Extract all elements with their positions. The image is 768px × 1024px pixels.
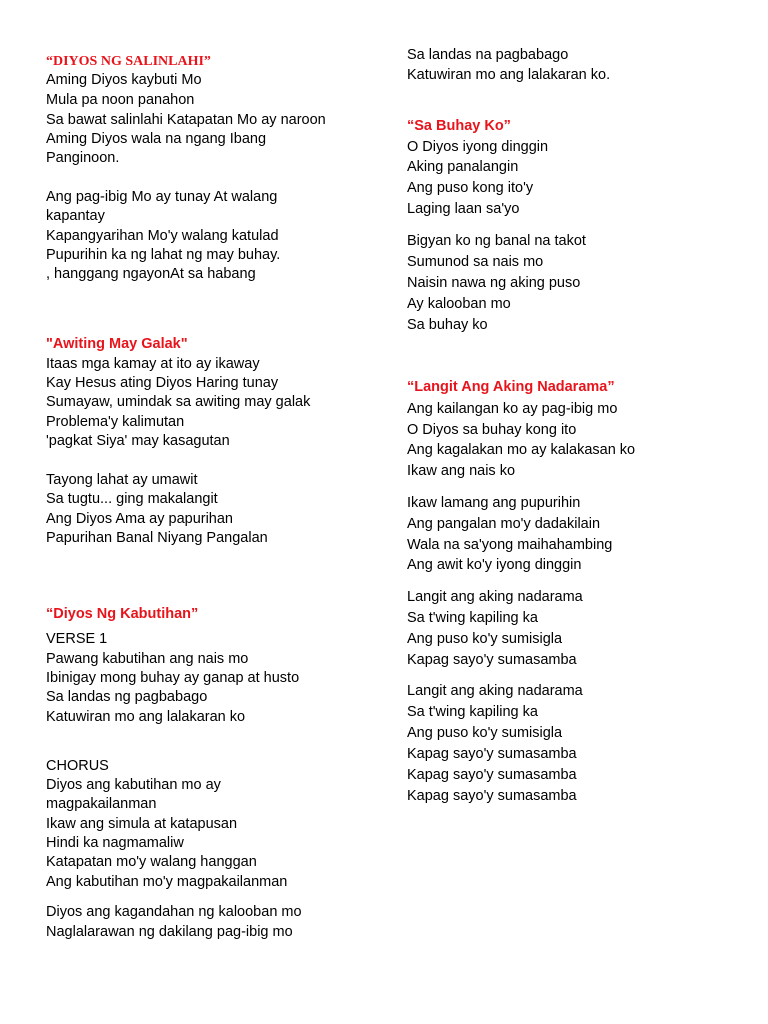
lyric-line: O Diyos sa buhay kong ito xyxy=(407,422,577,438)
lyric-line: 'pagkat Siya' may kasagutan xyxy=(46,433,230,449)
lyric-line: Ang Diyos Ama ay papurihan xyxy=(46,511,233,527)
lyric-line: Kapangyarihan Mo'y walang katulad xyxy=(46,228,279,244)
lyric-line: Hindi ka nagmamaliw xyxy=(46,835,184,851)
verse-label: VERSE 1 xyxy=(46,631,108,647)
lyric-line: Kay Hesus ating Diyos Haring tunay xyxy=(46,375,279,391)
lyric-line: Sa t'wing kapiling ka xyxy=(407,704,538,720)
lyric-line: Sumunod sa nais mo xyxy=(407,254,544,270)
song-title-langit-ang-aking-nadarama: “Langit Ang Aking Nadarama” xyxy=(407,379,615,395)
lyric-line: Itaas mga kamay at ito ay ikaway xyxy=(46,356,260,372)
lyric-line: , hanggang ngayonAt sa habang xyxy=(46,266,256,282)
lyric-line: Kapag sayo'y sumasamba xyxy=(407,788,577,804)
lyric-line: Ang kagalakan mo ay kalakasan ko xyxy=(407,442,636,458)
lyric-line: Ay kalooban mo xyxy=(407,296,511,312)
lyric-line: Katapatan mo'y walang hanggan xyxy=(46,854,257,870)
lyric-line: Diyos ang kagandahan ng kalooban mo xyxy=(46,904,302,920)
lyric-line: Sa bawat salinlahi Katapatan Mo ay naroon xyxy=(46,112,326,128)
lyric-line: Kapag sayo'y sumasamba xyxy=(407,767,577,783)
lyric-line: Naglalarawan ng dakilang pag-ibig mo xyxy=(46,924,293,940)
lyric-line: Ikaw ang simula at katapusan xyxy=(46,816,238,832)
lyric-line: Ang pangalan mo'y dadakilain xyxy=(407,516,601,532)
lyric-line: Naisin nawa ng aking puso xyxy=(407,275,581,291)
lyric-line: O Diyos iyong dinggin xyxy=(407,139,549,155)
lyric-line: Aming Diyos kaybuti Mo xyxy=(46,72,202,88)
lyric-line: Sa buhay ko xyxy=(407,317,488,333)
lyric-line: Katuwiran mo ang lalakaran ko. xyxy=(407,67,611,83)
lyric-line: Aming Diyos wala na ngang Ibang xyxy=(46,131,267,147)
lyric-line: Katuwiran mo ang lalakaran ko xyxy=(46,709,246,725)
lyric-line: Pawang kabutihan ang nais mo xyxy=(46,651,249,667)
lyric-line: Ikaw ang nais ko xyxy=(407,463,516,479)
lyric-line: Ang puso ko'y sumisigla xyxy=(407,725,563,741)
lyric-line: Sa landas na pagbabago xyxy=(407,47,569,63)
lyric-line: Mula pa noon panahon xyxy=(46,92,195,108)
lyric-line: Sa tugtu... ging makalangit xyxy=(46,491,218,507)
song-title-awiting-may-galak: "Awiting May Galak" xyxy=(46,336,188,352)
lyric-line: Bigyan ko ng banal na takot xyxy=(407,233,586,249)
lyric-line: Ikaw lamang ang pupurihin xyxy=(407,495,581,511)
lyric-line: Wala na sa'yong maihahambing xyxy=(407,537,613,553)
lyric-line: Tayong lahat ay umawit xyxy=(46,472,198,488)
song-title-diyos-ng-kabutihan: “Diyos Ng Kabutihan” xyxy=(46,606,199,622)
song-title-sa-buhay-ko: “Sa Buhay Ko” xyxy=(407,118,511,134)
lyric-line: kapantay xyxy=(46,208,105,224)
lyric-line: Ang awit ko'y iyong dinggin xyxy=(407,557,582,573)
song-title-diyos-ng-salinlahi: “DIYOS NG SALINLAHI” xyxy=(46,54,211,69)
lyric-line: Ang kabutihan mo'y magpakailanman xyxy=(46,874,288,890)
lyric-line: Langit ang aking nadarama xyxy=(407,683,583,699)
lyric-line: Sa t'wing kapiling ka xyxy=(407,610,538,626)
lyric-line: Ang kailangan ko ay pag-ibig mo xyxy=(407,401,618,417)
lyric-line: Laging laan sa'yo xyxy=(407,201,520,217)
lyric-line: Ang puso ko'y sumisigla xyxy=(407,631,563,647)
lyric-line: Ibinigay mong buhay ay ganap at husto xyxy=(46,670,300,686)
lyric-line: Kapag sayo'y sumasamba xyxy=(407,652,577,668)
lyric-line: magpakailanman xyxy=(46,796,157,812)
lyric-line: Panginoon. xyxy=(46,150,120,166)
lyric-line: Diyos ang kabutihan mo ay xyxy=(46,777,221,793)
lyric-line: Sumayaw, umindak sa awiting may galak xyxy=(46,394,311,410)
lyric-line: Langit ang aking nadarama xyxy=(407,589,583,605)
chorus-label: CHORUS xyxy=(46,758,109,774)
lyric-line: Aking panalangin xyxy=(407,159,519,175)
lyric-line: Sa landas ng pagbabago xyxy=(46,689,208,705)
lyric-line: Kapag sayo'y sumasamba xyxy=(407,746,577,762)
lyric-line: Problema'y kalimutan xyxy=(46,414,185,430)
lyric-line: Ang puso kong ito'y xyxy=(407,180,534,196)
lyric-line: Ang pag-ibig Mo ay tunay At walang xyxy=(46,189,278,205)
lyric-line: Pupurihin ka ng lahat ng may buhay. xyxy=(46,247,281,263)
lyric-line: Papurihan Banal Niyang Pangalan xyxy=(46,530,268,546)
